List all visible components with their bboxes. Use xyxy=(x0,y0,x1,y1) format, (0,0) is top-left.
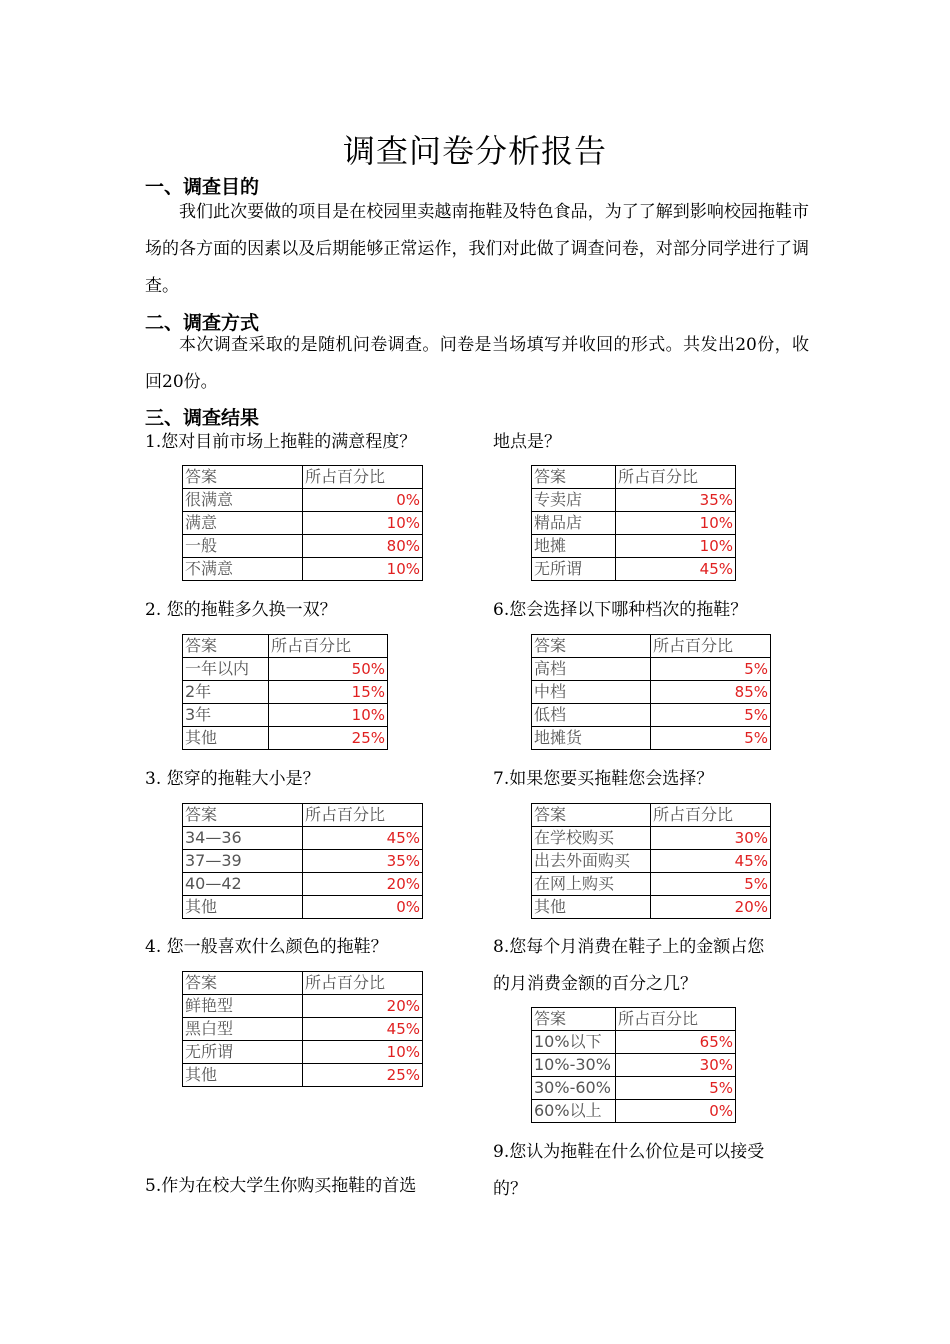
percent-cell: 5% xyxy=(616,1077,736,1100)
table-row xyxy=(532,896,771,919)
table-q6 xyxy=(531,634,771,750)
answer-cell: 其他 xyxy=(183,896,303,919)
percent-cell: 10% xyxy=(303,512,423,535)
question-1: 1.您对目前市场上拖鞋的满意程度？ xyxy=(145,432,417,452)
table-q1 xyxy=(182,465,423,581)
answer-cell: 鲜艳型 xyxy=(183,995,303,1018)
percent-cell: 45% xyxy=(303,1018,423,1041)
table-q5 xyxy=(531,465,736,581)
table-row xyxy=(183,489,423,512)
question-8-line2: 的月消费金额的百分之几？ xyxy=(493,974,697,994)
percent-cell: 10% xyxy=(269,704,388,727)
question-3: 3. 您穿的拖鞋大小是？ xyxy=(145,769,320,789)
percent-cell: 50% xyxy=(269,658,388,681)
answer-cell: 在网上购买 xyxy=(532,873,651,896)
table-header-row xyxy=(183,466,423,489)
table-row xyxy=(532,1077,736,1100)
table-header-row xyxy=(532,804,771,827)
table-row xyxy=(183,512,423,535)
question-5-part2: 地点是？ xyxy=(493,432,561,452)
percent-cell: 0% xyxy=(303,489,423,512)
table-row xyxy=(183,896,423,919)
percent-cell: 5% xyxy=(651,873,771,896)
header-answer: 答案 xyxy=(532,466,616,489)
question-9-line2: 的？ xyxy=(493,1179,527,1199)
header-answer: 答案 xyxy=(183,466,303,489)
page-title: 调查问卷分析报告 xyxy=(342,132,607,170)
header-percent: 所占百分比 xyxy=(616,466,736,489)
percent-cell: 30% xyxy=(616,1054,736,1077)
header-answer: 答案 xyxy=(532,804,651,827)
header-percent: 所占百分比 xyxy=(616,1008,736,1031)
header-percent: 所占百分比 xyxy=(303,972,423,995)
percent-cell: 10% xyxy=(616,535,736,558)
question-9-line1: 9.您认为拖鞋在什么价位是可以接受 xyxy=(493,1142,765,1162)
answer-cell: 无所谓 xyxy=(183,1041,303,1064)
table-row xyxy=(532,727,771,750)
header-percent: 所占百分比 xyxy=(269,635,388,658)
table-header-row xyxy=(532,466,736,489)
answer-cell: 2年 xyxy=(183,681,269,704)
percent-cell: 20% xyxy=(303,995,423,1018)
answer-cell: 地摊 xyxy=(532,535,616,558)
answer-cell: 中档 xyxy=(532,681,651,704)
table-q7 xyxy=(531,803,771,919)
answer-cell: 一般 xyxy=(183,535,303,558)
table-row xyxy=(532,873,771,896)
answer-cell: 其他 xyxy=(183,727,269,750)
percent-cell: 85% xyxy=(651,681,771,704)
table-q2 xyxy=(182,634,388,750)
purpose-paragraph: 我们此次要做的项目是在校园里卖越南拖鞋及特色食品，为了了解到影响校园拖鞋市场的各方面的因素以及后期能够正常运作，我们对此做了调查问卷，对部分同学进行了调查。 xyxy=(145,202,809,296)
table-row xyxy=(183,850,423,873)
answer-cell: 60%以上 xyxy=(532,1100,616,1123)
percent-cell: 10% xyxy=(303,1041,423,1064)
question-5-part1: 5.作为在校大学生你购买拖鞋的首选 xyxy=(145,1176,417,1196)
table-row xyxy=(183,1064,423,1087)
answer-cell: 其他 xyxy=(183,1064,303,1087)
table-q3 xyxy=(182,803,423,919)
table-row xyxy=(532,512,736,535)
table-row xyxy=(183,658,388,681)
table-row xyxy=(532,658,771,681)
answer-cell: 专卖店 xyxy=(532,489,616,512)
answer-cell: 无所谓 xyxy=(532,558,616,581)
percent-cell: 65% xyxy=(616,1031,736,1054)
table-row xyxy=(183,1041,423,1064)
header-answer: 答案 xyxy=(183,635,269,658)
answer-cell: 地摊货 xyxy=(532,727,651,750)
table-row xyxy=(183,727,388,750)
table-row xyxy=(183,704,388,727)
answer-cell: 不满意 xyxy=(183,558,303,581)
table-row xyxy=(183,535,423,558)
answer-cell: 37—39 xyxy=(183,850,303,873)
percent-cell: 15% xyxy=(269,681,388,704)
table-row xyxy=(532,558,736,581)
table-header-row xyxy=(183,804,423,827)
percent-cell: 20% xyxy=(651,896,771,919)
header-percent: 所占百分比 xyxy=(303,804,423,827)
table-row xyxy=(532,850,771,873)
percent-cell: 10% xyxy=(303,558,423,581)
answer-cell: 很满意 xyxy=(183,489,303,512)
question-7: 7.如果您要买拖鞋您会选择？ xyxy=(493,769,714,789)
section-heading-purpose: 一、调查目的 xyxy=(145,176,260,198)
percent-cell: 35% xyxy=(303,850,423,873)
percent-cell: 5% xyxy=(651,658,771,681)
header-percent: 所占百分比 xyxy=(651,804,771,827)
header-percent: 所占百分比 xyxy=(303,466,423,489)
answer-cell: 34—36 xyxy=(183,827,303,850)
answer-cell: 在学校购买 xyxy=(532,827,651,850)
answer-cell: 40—42 xyxy=(183,873,303,896)
percent-cell: 20% xyxy=(303,873,423,896)
table-header-row xyxy=(532,635,771,658)
percent-cell: 35% xyxy=(616,489,736,512)
header-answer: 答案 xyxy=(183,804,303,827)
table-row xyxy=(532,1031,736,1054)
answer-cell: 一年以内 xyxy=(183,658,269,681)
table-header-row xyxy=(183,635,388,658)
table-row xyxy=(183,558,423,581)
table-row xyxy=(183,827,423,850)
answer-cell: 30%-60% xyxy=(532,1077,616,1100)
table-q4 xyxy=(182,971,423,1087)
answer-cell: 10%以下 xyxy=(532,1031,616,1054)
table-row xyxy=(532,704,771,727)
method-paragraph: 本次调查采取的是随机问卷调查。问卷是当场填写并收回的形式。共发出20份，收回20份。 xyxy=(145,335,809,392)
header-answer: 答案 xyxy=(532,1008,616,1031)
percent-cell: 25% xyxy=(303,1064,423,1087)
header-answer: 答案 xyxy=(532,635,651,658)
answer-cell: 出去外面购买 xyxy=(532,850,651,873)
table-row xyxy=(532,535,736,558)
answer-cell: 黑白型 xyxy=(183,1018,303,1041)
question-2: 2. 您的拖鞋多久换一双？ xyxy=(145,600,337,620)
answer-cell: 高档 xyxy=(532,658,651,681)
percent-cell: 45% xyxy=(616,558,736,581)
table-q8 xyxy=(531,1007,736,1123)
percent-cell: 0% xyxy=(303,896,423,919)
table-row xyxy=(183,873,423,896)
table-header-row xyxy=(183,972,423,995)
answer-cell: 低档 xyxy=(532,704,651,727)
header-percent: 所占百分比 xyxy=(651,635,771,658)
answer-cell: 10%-30% xyxy=(532,1054,616,1077)
section-heading-results: 三、调查结果 xyxy=(145,407,260,429)
answer-cell: 精品店 xyxy=(532,512,616,535)
percent-cell: 0% xyxy=(616,1100,736,1123)
question-8-line1: 8.您每个月消费在鞋子上的金额占您 xyxy=(493,937,765,957)
answer-cell: 3年 xyxy=(183,704,269,727)
header-answer: 答案 xyxy=(183,972,303,995)
table-row xyxy=(183,681,388,704)
percent-cell: 45% xyxy=(651,850,771,873)
percent-cell: 5% xyxy=(651,727,771,750)
answer-cell: 其他 xyxy=(532,896,651,919)
answer-cell: 满意 xyxy=(183,512,303,535)
question-6: 6.您会选择以下哪种档次的拖鞋？ xyxy=(493,600,748,620)
table-row xyxy=(532,827,771,850)
table-row xyxy=(532,1100,736,1123)
percent-cell: 5% xyxy=(651,704,771,727)
percent-cell: 45% xyxy=(303,827,423,850)
percent-cell: 80% xyxy=(303,535,423,558)
percent-cell: 10% xyxy=(616,512,736,535)
question-4: 4. 您一般喜欢什么颜色的拖鞋？ xyxy=(145,937,388,957)
table-header-row xyxy=(532,1008,736,1031)
table-row xyxy=(532,1054,736,1077)
table-row xyxy=(532,489,736,512)
table-row xyxy=(183,1018,423,1041)
percent-cell: 30% xyxy=(651,827,771,850)
table-row xyxy=(183,995,423,1018)
percent-cell: 25% xyxy=(269,727,388,750)
section-heading-method: 二、调查方式 xyxy=(145,312,260,334)
table-row xyxy=(532,681,771,704)
